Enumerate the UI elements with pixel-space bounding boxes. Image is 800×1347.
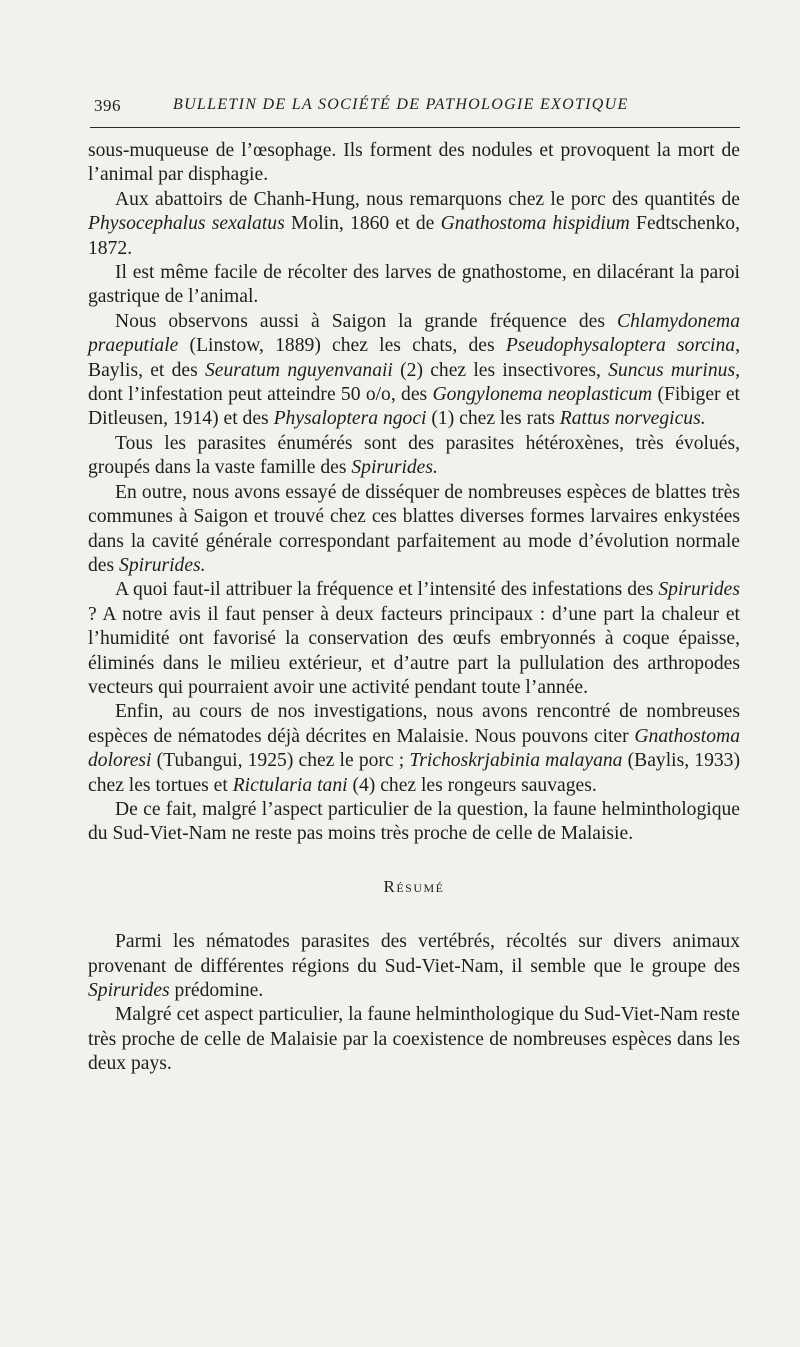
article-body (88, 139, 740, 1077)
paragraph (88, 310, 740, 432)
italic-text-segment: Trichoskrjabinia malayana (409, 750, 623, 772)
text-segment: sous-muqueuse de l’œsophage. Ils forment des nodules et provoquent la mort de l’animal par disphagie. (88, 140, 740, 186)
text-segment: Enfin, au cours de nos investigations, nous avons rencontré de nombreuses espèces de nématodes déjà décrites en Malaisie. Nous pouvons citer (88, 701, 740, 747)
italic-text-segment: Spirurides. (119, 554, 206, 576)
text-segment: (Fibiger et Ditleusen, 1914) et des (88, 384, 740, 430)
paragraph (88, 261, 740, 310)
italic-text-segment: Spirurides (88, 980, 170, 1001)
page-header (90, 94, 740, 124)
section-title-text: Résumé (383, 876, 445, 896)
text-segment: (4) chez les rongeurs sauvages. (347, 774, 597, 796)
paragraph (88, 188, 740, 261)
italic-text-segment: Gongylonema neoplasticum (432, 384, 653, 406)
text-segment: A quoi faut-il attribuer la fréquence et l’intensité des infestations des (115, 579, 659, 601)
text-segment: Tous les parasites énumérés sont des parasites hétéroxènes, très évolués, groupés dans la vaste famille des (88, 432, 740, 479)
header-rule (90, 127, 740, 128)
page-number: 396 (94, 96, 121, 115)
text-segment: De ce fait, malgré l’aspect particulier de la question, la faune helminthologique du Sud-Viet-Nam ne reste pas moins très proche de celle de Malaisie. (88, 798, 740, 845)
text-segment: Nous observons aussi à Saigon la grande fréquence des (115, 310, 617, 332)
running-title: BULLETIN DE LA SOCIÉTÉ DE PATHOLOGIE EXOTIQUE (173, 96, 629, 113)
text-segment: (2) chez les insectivores, (392, 359, 609, 381)
section-title-resume (88, 875, 740, 899)
italic-text-segment: Rattus norvegicus. (559, 408, 706, 430)
text-segment: Baylis, et des (88, 359, 205, 381)
paragraph (88, 798, 740, 847)
resume-paragraph (88, 1003, 740, 1076)
text-segment: Aux abattoirs de Chanh-Hung, nous remarquons chez le porc des quantités de (115, 188, 740, 210)
paragraph (88, 139, 740, 188)
text-segment: Molin, 1860 et de (284, 213, 441, 235)
italic-text-segment: Spirurides. (351, 457, 438, 479)
text-segment: dont l’infestation peut atteindre 50 o/o, des (88, 384, 433, 406)
text-segment: (Tubangui, 1925) chez le porc ; (151, 750, 410, 772)
paragraph (88, 481, 740, 579)
text-segment: Il est même facile de récolter des larves de gnathostome, en dilacérant la paroi gastrique de l’animal. (88, 262, 740, 308)
italic-text-segment: Seuratum nguyenvanaii (204, 359, 393, 381)
italic-text-segment: Gnathostoma hispidium (440, 213, 630, 235)
italic-text-segment: Chlamydonema praeputiale (88, 310, 740, 357)
italic-text-segment: Suncus murinus, (608, 359, 740, 381)
text-segment: Parmi les nématodes parasites des vertébrés, récoltés sur divers animaux provenant de différentes régions du Sud-Viet-Nam, il semble que le groupe des (88, 931, 740, 977)
text-segment: Fedtschenko, 1872. (88, 213, 740, 259)
paragraph (88, 432, 740, 481)
italic-text-segment: Physocephalus sexalatus (88, 213, 285, 235)
italic-text-segment: Spirurides (658, 579, 740, 601)
paragraph (88, 700, 740, 798)
text-segment: En outre, nous avons essayé de disséquer de nombreuses espèces de blattes très communes à Saigon et trouvé chez ces blattes diverses formes larvaires enkystées dans la cavité générale correspondant parfaitement au mode d’évolution normale des (88, 481, 740, 576)
italic-text-segment: Physaloptera ngoci (273, 408, 427, 430)
italic-text-segment: Gnathostoma doloresi (88, 725, 740, 772)
paragraph (88, 578, 740, 700)
text-segment: prédomine. (169, 980, 264, 1001)
text-segment: (Baylis, 1933) chez les tortues et (88, 750, 740, 796)
text-segment: (Linstow, 1889) chez les chats, des (178, 335, 506, 357)
text-segment: ? A notre avis il faut penser à deux facteurs principaux : d’une part la chaleur et l’humidité ont favorisé la conservation des œufs embryonnés à coque épaisse, éliminés dans le milieu extérieur, et d’autre part la pullulation des arthropodes vecteurs qui pourraient avoir une activité pendant toute l’année. (88, 603, 740, 698)
resume-paragraph (88, 930, 740, 1003)
text-segment: Malgré cet aspect particulier, la faune helminthologique du Sud-Viet-Nam reste très proche de celle de Malaisie par la coexistence de nombreuses espèces dans les deux pays. (88, 1004, 740, 1075)
italic-text-segment: Pseudophysaloptera sorcina, (505, 335, 740, 357)
text-segment: (1) chez les rats (426, 408, 560, 430)
italic-text-segment: Rictularia tani (232, 774, 348, 796)
